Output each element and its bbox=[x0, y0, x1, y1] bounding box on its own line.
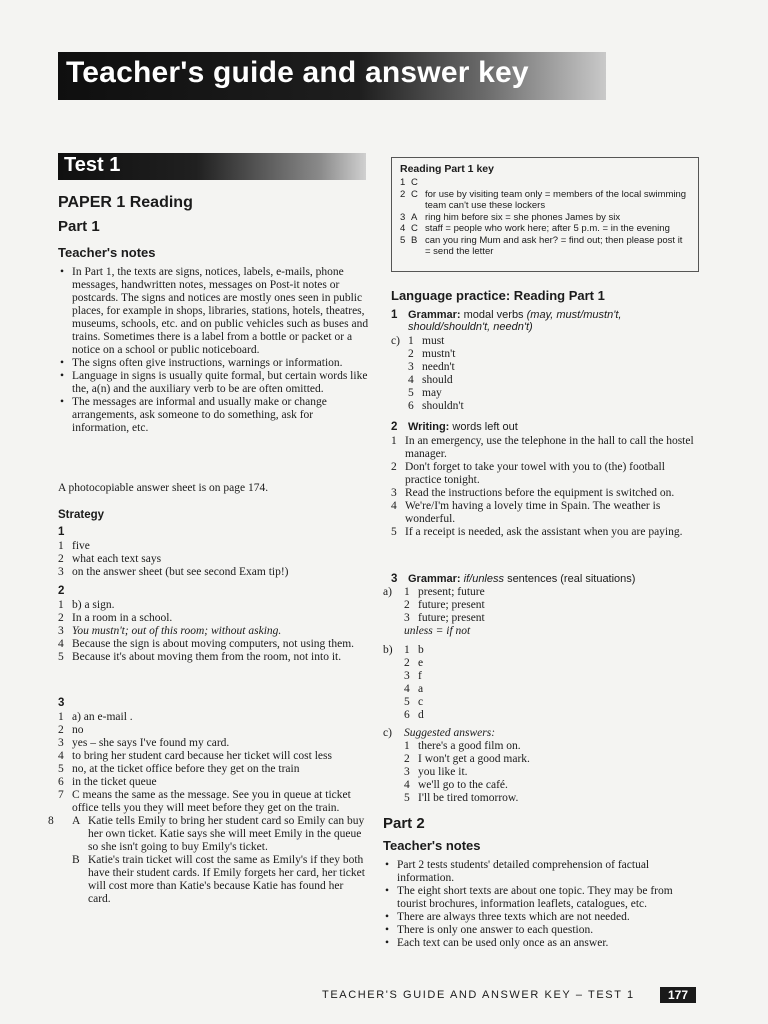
note-item: • The messages are informal and usually make or change arrangements, ask someone to do something, ask for information, etc. bbox=[58, 396, 370, 435]
list-item: 5 I'll be tired tomorrow. bbox=[404, 792, 519, 804]
key-row: 1 C bbox=[400, 177, 418, 188]
strategy-2-list bbox=[58, 599, 368, 664]
strategy-1-number: 1 bbox=[58, 526, 65, 538]
list-item: 6 d bbox=[404, 709, 424, 721]
unless-note: unless = if not bbox=[404, 625, 471, 637]
strategy-3-number: 3 bbox=[58, 697, 65, 709]
grammar-1-heading: 1 Grammar: modal verbs (may, must/mustn't, should/shouldn't, needn't) bbox=[391, 309, 622, 333]
note-item: • There is only one answer to each question. bbox=[383, 924, 701, 937]
list-item: 3 needn't bbox=[408, 361, 455, 373]
grammar-3-heading: 3 Grammar: if/unless sentences (real situations) bbox=[391, 573, 636, 585]
page-title: Teacher's guide and answer key bbox=[66, 56, 529, 89]
strategy-2-number: 2 bbox=[58, 585, 65, 597]
list-item: 4 We're/I'm having a lovely time in Spain. The weather is wonderful. bbox=[391, 500, 661, 525]
list-item: 1 b bbox=[404, 644, 424, 656]
key-title: Reading Part 1 key bbox=[400, 163, 494, 175]
sub-item: B Katie's train ticket will cost the same as Emily's if they both have their student cards. If Emily forgets her card, her ticket will cost more than Katie's because Katie has found her card. bbox=[72, 854, 365, 905]
list-item: 3 You mustn't; out of this room; without asking. bbox=[58, 625, 282, 637]
list-item: 1 In an emergency, use the telephone in the hall to call the hostel manager. bbox=[391, 435, 694, 460]
writing-2-heading: 2 Writing: words left out bbox=[391, 421, 518, 433]
list-item: 2 In a room in a school. bbox=[58, 612, 173, 624]
running-footer: TEACHER'S GUIDE AND ANSWER KEY – TEST 1 bbox=[322, 989, 635, 1001]
paper-title: PAPER 1 Reading bbox=[58, 194, 193, 211]
list-item: 4 should bbox=[408, 374, 453, 386]
list-item: 3 future; present bbox=[404, 612, 485, 624]
list-item: 3 yes – she says I've found my card. bbox=[58, 737, 230, 749]
list-item: 4 we'll go to the café. bbox=[404, 779, 508, 791]
note-item: • Language in signs is usually quite formal, but certain words like the, a(n) and the auxiliary verb to be are often omitted. bbox=[58, 370, 370, 396]
list-item: 1 a) an e-mail . bbox=[58, 711, 133, 723]
list-item: 2 e bbox=[404, 657, 424, 669]
list-item: 2 no bbox=[58, 724, 84, 736]
page-number: 177 bbox=[660, 987, 696, 1003]
notes-title: Teacher's notes bbox=[58, 245, 156, 260]
list-item: 6 in the ticket queue bbox=[58, 776, 157, 788]
grammar-3c-answers: c) Suggested answers: 1 there's a good film on. 2 I won't get a good mark. 3 you like it. 4 we'll go to the café. 5 I'll be tired tomorrow. bbox=[383, 727, 701, 805]
note-item: • In Part 1, the texts are signs, notices, labels, e-mails, phone messages, handwritten notes, messages on Post-it notes or postcards. The signs and notices are mostly ones seen in public places, for example in shops, libraries, stations, hotels, theatres, museums, schools, etc. and on public vehicles such as buses and trains. Sometimes there is a label from a bottle or packet or a notice on a school or public noticeboard. bbox=[58, 266, 370, 357]
list-item: 5 no, at the ticket office before they get on the train bbox=[58, 763, 300, 775]
note-item: • The signs often give instructions, warnings or information. bbox=[58, 357, 370, 370]
part-title: Part 1 bbox=[58, 218, 100, 235]
list-item: 2 Don't forget to take your towel with you to (the) football practice tonight. bbox=[391, 461, 665, 486]
grammar-3b-answers: b) 1 b 2 e 3 f 4 a 5 c 6 d bbox=[383, 644, 701, 722]
list-item: 5 c bbox=[404, 696, 424, 708]
list-item: 1 five bbox=[58, 540, 90, 552]
list-item: 2 future; present bbox=[404, 599, 485, 611]
list-item: 2 mustn't bbox=[408, 348, 456, 360]
list-item: 4 a bbox=[404, 683, 424, 695]
grammar-1-answers: c) 1 must 2 mustn't 3 needn't 4 should 5 may 6 shouldn't bbox=[391, 335, 701, 413]
suggested-answers-label: Suggested answers: bbox=[404, 727, 496, 739]
note-item: • The eight short texts are about one topic. They may be from tourist brochures, information leaflets, catalogues, etc. bbox=[383, 885, 701, 911]
list-item: 1 b) a sign. bbox=[58, 599, 115, 611]
answer-key-box bbox=[391, 157, 699, 272]
list-item: 1 there's a good film on. bbox=[404, 740, 521, 752]
list-item: 4 Because the sign is about moving computers, not using them. bbox=[58, 638, 355, 650]
part-2-notes-list bbox=[383, 859, 701, 950]
writing-2-answers bbox=[391, 435, 703, 539]
key-row: 2 C for use by visiting team only = members of the local swimming team can't use these lockers bbox=[400, 188, 687, 211]
list-item: 2 I won't get a good mark. bbox=[404, 753, 530, 765]
list-item: 3 on the answer sheet (but see second Exam tip!) bbox=[58, 566, 289, 578]
sub-item: A Katie tells Emily to bring her student card so Emily can buy her own ticket. Katie says she will meet Emily in the queue so she isn't going to buy Emily's ticket. bbox=[72, 815, 365, 853]
note-item: • Part 2 tests students' detailed comprehension of factual information. bbox=[383, 859, 701, 885]
grammar-3a-answers: a) 1 present; future 2 future; present 3 future; present unless = if not bbox=[383, 586, 701, 638]
note-item: • There are always three texts which are not needed. bbox=[383, 911, 701, 924]
list-item: 3 you like it. bbox=[404, 766, 468, 778]
note-item: • Each text can be used only once as an answer. bbox=[383, 937, 701, 950]
list-item: 8 A Katie tells Emily to bring her student card so Emily can buy her own ticket. Katie says she will meet Emily in the queue so she isn't going to buy Emily's ticket. B Katie's train ticket will cost the same as Emily's if they both have their student cards. If Emily forgets her card, her ticket will cost more than Katie's because Katie has found her card. bbox=[48, 815, 368, 906]
part-2-notes-title: Teacher's notes bbox=[383, 838, 481, 853]
list-item: 1 must bbox=[408, 335, 445, 347]
notes-list bbox=[58, 266, 370, 435]
list-item: 5 Because it's about moving them from the room, not into it. bbox=[58, 651, 342, 663]
photocopiable-note: A photocopiable answer sheet is on page 174. bbox=[58, 482, 269, 494]
list-item: 3 f bbox=[404, 670, 422, 682]
list-item: 5 may bbox=[408, 387, 442, 399]
strategy-title: Strategy bbox=[58, 509, 105, 521]
list-item: 7 C means the same as the message. See you in queue at ticket office tells you they will meet before they get on the train. bbox=[58, 789, 351, 814]
language-practice-title: Language practice: Reading Part 1 bbox=[391, 288, 605, 303]
list-item: 6 shouldn't bbox=[408, 400, 464, 412]
list-item: 4 to bring her student card because her ticket will cost less bbox=[58, 750, 332, 762]
strategy-1-list bbox=[58, 540, 368, 579]
list-item: 5 If a receipt is needed, ask the assistant when you are paying. bbox=[391, 526, 683, 538]
test-label: Test 1 bbox=[64, 154, 121, 176]
strategy-3-list bbox=[48, 711, 368, 906]
part-2-title: Part 2 bbox=[383, 815, 425, 832]
list-item: 3 Read the instructions before the equipment is switched on. bbox=[391, 487, 675, 499]
key-row: 4 C staff = people who work here; after 5 p.m. = in the evening bbox=[400, 223, 670, 234]
list-item: 2 what each text says bbox=[58, 553, 162, 565]
key-row: 5 B can you ring Mum and ask her? = find out; then please post it = send the letter bbox=[400, 234, 683, 257]
list-item: 1 present; future bbox=[404, 586, 485, 598]
key-row: 3 A ring him before six = she phones James by six bbox=[400, 211, 621, 223]
